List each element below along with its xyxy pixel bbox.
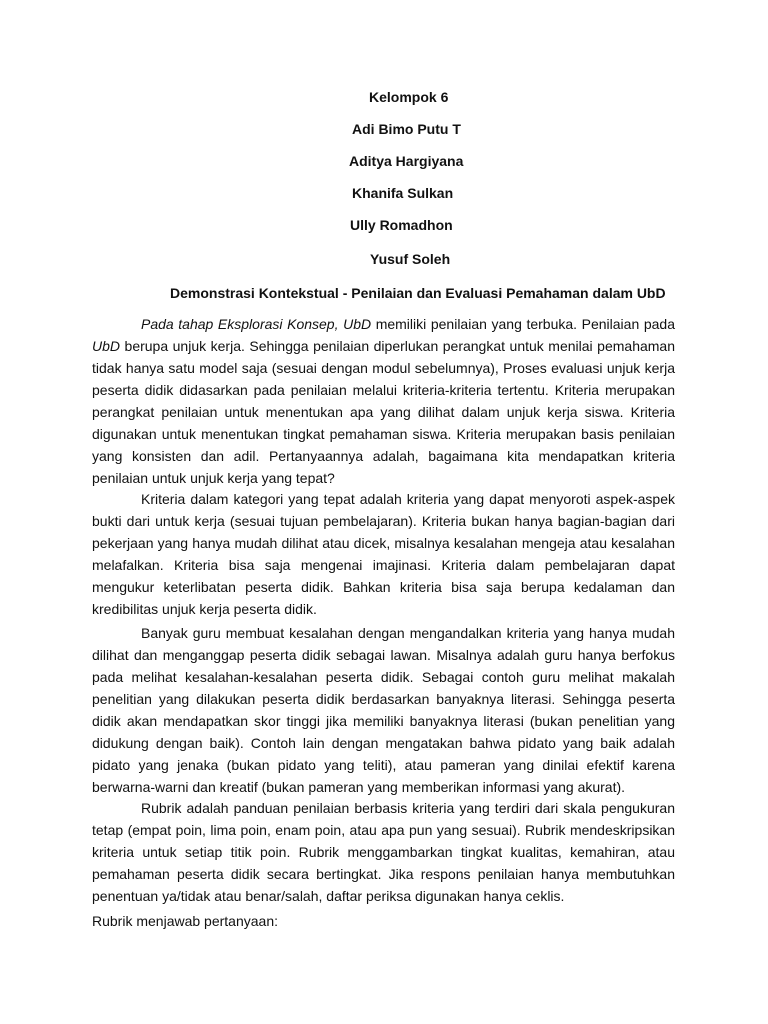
member-name: Ully Romadhon [350, 217, 453, 233]
paragraph-4: Rubrik adalah panduan penilaian berbasis kriteria yang terdiri dari skala pengukuran tetap (empat poin, lima poin, enam poin, atau apa pun yang sesuai). Rubrik mendeskripsikan kriteria untuk setiap titik poin. Rubrik menggambarkan tingkat kualitas, kemahiran, atau pemahaman peserta didik secara bertingkat. Jika respons penilaian hanya membutuhkan penentuan ya/tidak atau benar/salah, daftar periksa digunakan hanya ceklis. [92, 800, 675, 904]
group-title: Kelompok 6 [369, 89, 449, 105]
paragraph-text: berupa unjuk kerja. Sehingga penilaian diperlukan perangkat untuk menilai pemahaman tidak hanya satu model saja (sesuai dengan modul sebelumnya), Proses evaluasi unjuk kerja peserta didik didasarkan pada penilaian melalui kriteria-kriteria tertentu. Kriteria merupakan perangkat penilaian untuk menentukan apa yang dilihat dalam unjuk kerja siswa. Kriteria digunakan untuk menentukan tingkat pemahaman siswa. Kriteria merupakan basis penilaian yang konsisten dan adil. Pertanyaannya adalah, bagaimana kita mendapatkan kriteria penilaian untuk unjuk kerja yang tepat? [92, 338, 675, 486]
paragraph-5: Rubrik menjawab pertanyaan: [92, 913, 278, 929]
italic-ubd: UbD [92, 338, 121, 354]
paragraph-2: Kriteria dalam kategori yang tepat adalah kriteria yang dapat menyoroti aspek-aspek bukti dari untuk kerja (sesuai tujuan pembelajaran). Kriteria bukan hanya bagian-bagian dari pekerjaan yang hanya mudah dilihat atau dicek, misalnya kesalahan mengeja atau kesalahan melafalkan. Kriteria bisa saja mengenai imajinasi. Kriteria dalam pembelajaran dapat mengukur keterlibatan peserta didik. Bahkan kriteria bisa saja berupa kedalaman dan kredibilitas unjuk kerja peserta didik. [92, 491, 675, 617]
paragraph-3: Banyak guru membuat kesalahan dengan mengandalkan kriteria yang hanya mudah dilihat dan menganggap peserta didik sebagai lawan. Misalnya adalah guru hanya berfokus pada melihat kesalahan-kesalahan peserta didik. Sebagai contoh guru melihat makalah penelitian yang dilakukan peserta didik berdasarkan banyaknya literasi. Sehingga peserta didik akan mendapatkan skor tinggi jika memiliki banyaknya literasi (bukan penelitian yang didukung dengan baik). Contoh lain dengan mengatakan bahwa pidato yang baik adalah pidato yang jenaka (bukan pidato yang teliti), atau pameran yang dinilai efektif karena berwarna-warni dan kreatif (bukan pameran yang memberikan informasi yang akurat). [92, 625, 675, 795]
paragraph-1 [92, 313, 675, 489]
paragraph-text: memiliki penilaian yang terbuka. Penilaian pada [371, 316, 675, 332]
member-name: Yusuf Soleh [370, 251, 451, 267]
document-title: Demonstrasi Kontekstual - Penilaian dan Evaluasi Pemahaman dalam UbD [170, 285, 666, 301]
italic-lead: Pada tahap Eksplorasi Konsep, UbD [141, 316, 372, 332]
member-name: Adi Bimo Putu T [352, 121, 461, 137]
member-name: Aditya Hargiyana [349, 153, 464, 169]
member-name: Khanifa Sulkan [352, 185, 454, 201]
